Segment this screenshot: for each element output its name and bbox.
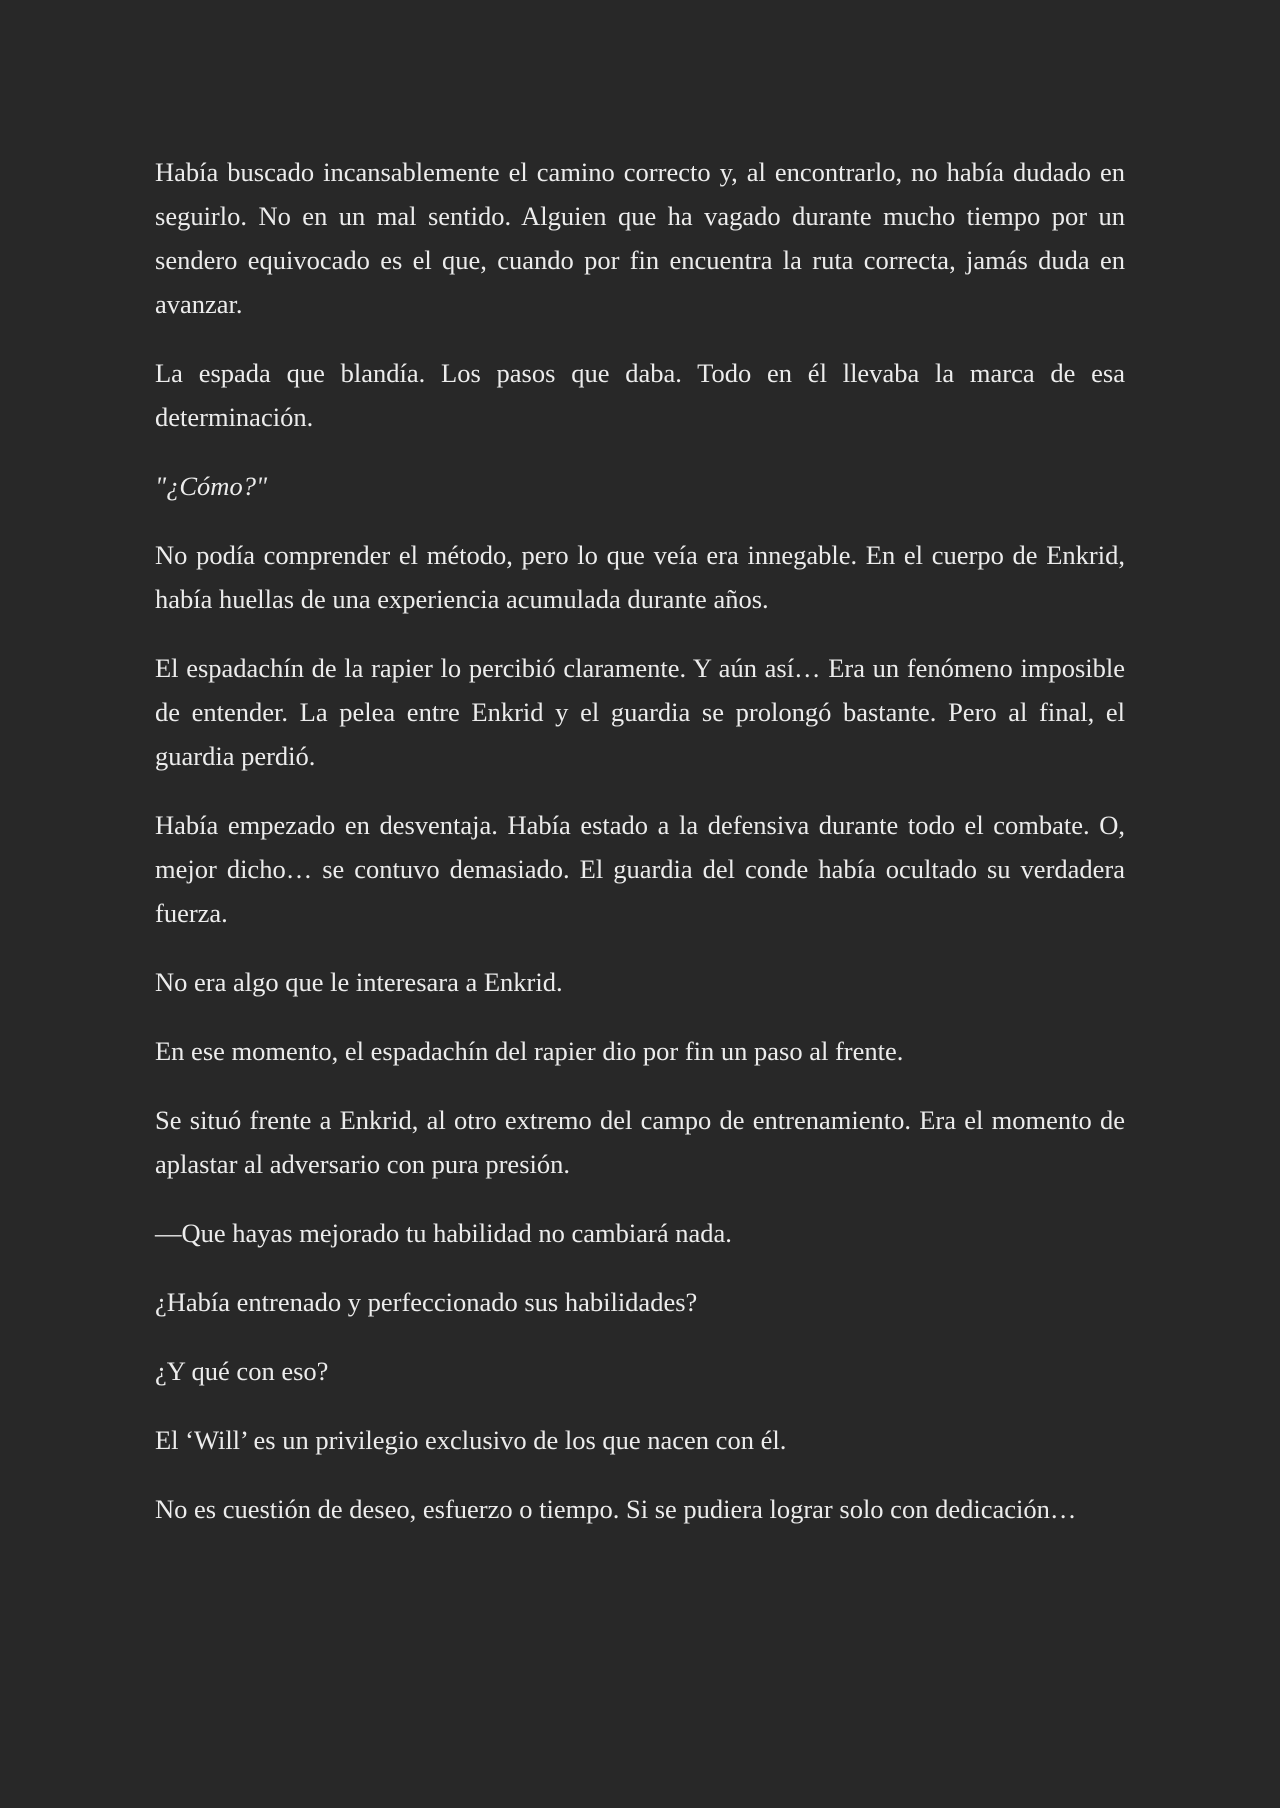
paragraph: El espadachín de la rapier lo percibió claramente. Y aún así… Era un fenómeno imposible de entender. La pelea entre Enkrid y el guardia se prolongó bastante. Pero al final, el guardia perdió. <box>155 653 1125 771</box>
paragraph: El ‘Will’ es un privilegio exclusivo de los que nacen con él. <box>155 1425 787 1455</box>
paragraph: En ese momento, el espadachín del rapier dio por fin un paso al frente. <box>155 1036 904 1066</box>
paragraph: Había buscado incansablemente el camino correcto y, al encontrarlo, no había dudado en seguirlo. No en un mal sentido. Alguien que ha vagado durante mucho tiempo por un sendero equivocado es el que, cuando por fin encuentra la ruta correcta, jamás duda en avanzar. <box>155 157 1125 319</box>
paragraph-thought: "¿Cómo?" <box>155 471 268 501</box>
paragraph: No era algo que le interesara a Enkrid. <box>155 967 563 997</box>
paragraph: No es cuestión de deseo, esfuerzo o tiempo. Si se pudiera lograr solo con dedicación… <box>155 1494 1077 1524</box>
paragraph: No podía comprender el método, pero lo que veía era innegable. En el cuerpo de Enkrid, había huellas de una experiencia acumulada durante años. <box>155 540 1125 614</box>
paragraph: Se situó frente a Enkrid, al otro extremo del campo de entrenamiento. Era el momento de aplastar al adversario con pura presión. <box>155 1105 1125 1179</box>
paragraph: ¿Y qué con eso? <box>155 1356 329 1386</box>
paragraph: ¿Había entrenado y perfeccionado sus habilidades? <box>155 1287 698 1317</box>
paragraph: La espada que blandía. Los pasos que daba. Todo en él llevaba la marca de esa determinación. <box>155 358 1125 432</box>
paragraph-dialogue: —Que hayas mejorado tu habilidad no cambiará nada. <box>155 1218 732 1248</box>
paragraph: Había empezado en desventaja. Había estado a la defensiva durante todo el combate. O, mejor dicho… se contuvo demasiado. El guardia del conde había ocultado su verdadera fuerza. <box>155 810 1125 928</box>
